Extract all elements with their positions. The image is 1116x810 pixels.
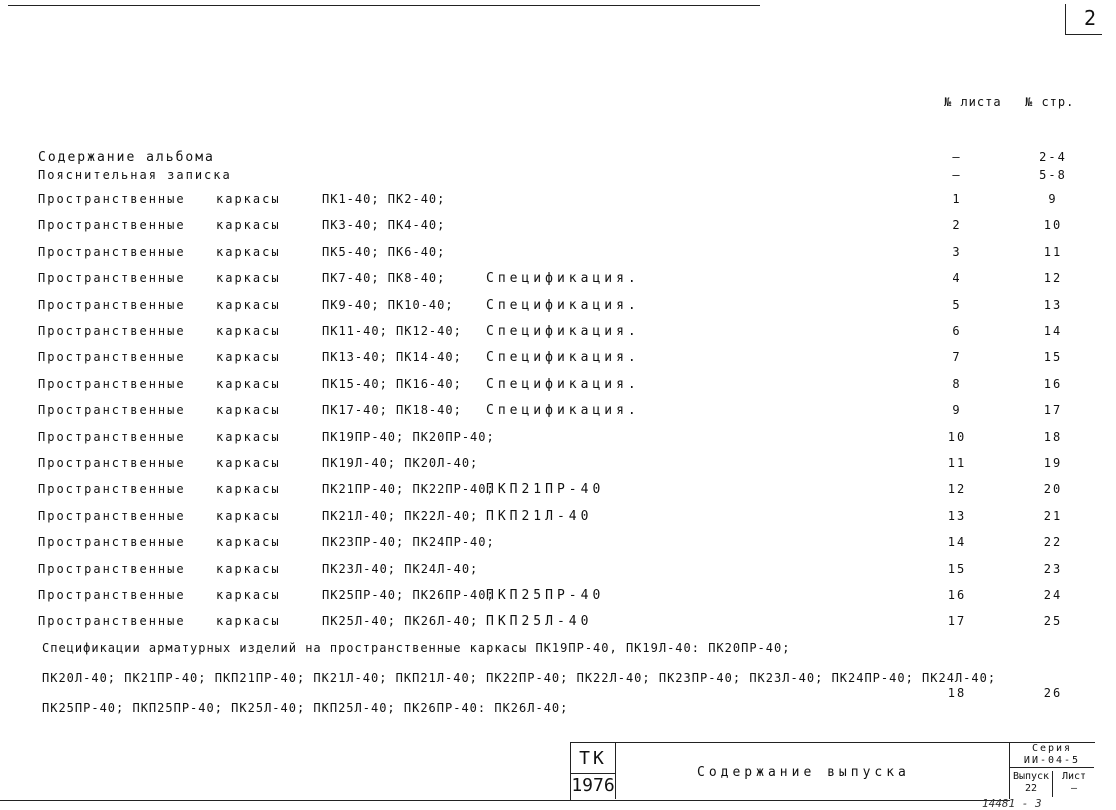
series-box	[1009, 743, 1094, 799]
row-page: 11	[1043, 244, 1063, 259]
row-page: 19	[1043, 456, 1063, 470]
row-page: 20	[1043, 482, 1063, 497]
spec-line: ПК25ПР-40; ПКП25ПР-40; ПК25Л-40; ПКП25Л-40; ПК26ПР-40: ПК26Л-40;	[42, 701, 569, 715]
row-spec: Спецификация.	[486, 350, 640, 366]
row-spec: Спецификация.	[486, 297, 640, 313]
footer-note: 14481 - 3	[982, 797, 1042, 810]
title-block	[570, 742, 1095, 801]
row-name: Пространственные	[38, 614, 186, 629]
row-page: 16	[1043, 376, 1063, 391]
row-marks: ПК25ПР-40; ПК26ПР-40;	[322, 588, 495, 602]
row-name: Пространственные	[38, 482, 186, 497]
row-type: каркасы	[216, 456, 281, 470]
table-row	[38, 271, 1098, 295]
header-line-text: Пояснительная записка	[38, 168, 232, 182]
row-sheet: 10	[947, 429, 967, 444]
table-row	[38, 403, 1098, 427]
row-name: Пространственные	[38, 218, 186, 233]
row-name: Пространственные	[38, 588, 186, 602]
row-marks: ПК19Л-40; ПК20Л-40;	[322, 456, 479, 470]
row-type: каркасы	[216, 376, 281, 391]
row-page: 9	[1048, 192, 1058, 206]
row-marks: ПК5-40; ПК6-40;	[322, 244, 446, 259]
row-sheet: 6	[952, 324, 962, 338]
sheet-label: Лист	[1061, 771, 1087, 782]
row-sheet: 8	[952, 376, 962, 391]
row-sheet: 16	[947, 588, 967, 602]
row-sheet: 13	[947, 508, 967, 523]
row-name: Пространственные	[38, 561, 186, 576]
row-page: 17	[1043, 403, 1063, 418]
row-name: Пространственные	[38, 429, 186, 444]
row-name: Пространственные	[38, 192, 186, 206]
table-row	[38, 377, 1098, 401]
row-sheet: 5	[952, 297, 962, 312]
row-page: 22	[1043, 535, 1063, 550]
row-type: каркасы	[216, 192, 281, 206]
row-type: каркасы	[216, 508, 281, 523]
table-row	[38, 324, 1098, 348]
row-marks: ПК17-40; ПК18-40;	[322, 403, 462, 418]
spec-block-page: 26	[1043, 686, 1063, 700]
tk-code: ТК	[571, 745, 615, 774]
row-sheet: 4	[952, 271, 962, 286]
table-row	[38, 245, 1098, 269]
row-page: 13	[1043, 297, 1063, 312]
header-line-note	[38, 168, 1098, 192]
row-spec: Спецификация.	[486, 271, 640, 287]
header-line-page: 2-4	[1039, 150, 1067, 164]
row-name: Пространственные	[38, 350, 186, 365]
sheet-value: —	[1070, 783, 1078, 794]
bottom-border-line	[0, 800, 1010, 801]
table-row	[38, 192, 1098, 216]
row-type: каркасы	[216, 588, 281, 602]
row-marks: ПК23Л-40; ПК24Л-40;	[322, 561, 479, 576]
row-sheet: 2	[952, 218, 962, 233]
row-name: Пространственные	[38, 403, 186, 418]
table-row	[38, 456, 1098, 480]
row-sheet: 7	[952, 350, 962, 365]
page-number: 2	[1083, 6, 1096, 30]
row-type: каркасы	[216, 350, 281, 365]
row-marks: ПК19ПР-40; ПК20ПР-40;	[322, 429, 495, 444]
row-sheet: 9	[952, 403, 962, 418]
row-marks: ПК21ПР-40; ПК22ПР-40;	[322, 482, 495, 497]
row-type: каркасы	[216, 271, 281, 286]
row-page: 23	[1043, 561, 1063, 576]
spec-block-refs	[38, 686, 1098, 710]
row-marks: ПК11-40; ПК12-40;	[322, 324, 462, 338]
row-marks: ПК15-40; ПК16-40;	[322, 376, 462, 391]
row-sheet: 15	[947, 561, 967, 576]
row-type: каркасы	[216, 297, 281, 312]
header-line-page: 5-8	[1039, 168, 1067, 182]
row-spec: ПКП21ПР-40	[486, 482, 605, 498]
row-marks: ПК25Л-40; ПК26Л-40;	[322, 614, 479, 629]
table-row	[38, 430, 1098, 454]
header-line-sheet: —	[952, 150, 962, 164]
row-name: Пространственные	[38, 324, 186, 338]
page-column-header: № стр.	[1025, 95, 1075, 109]
series-label: Серия	[1031, 743, 1073, 754]
row-sheet: 3	[952, 244, 962, 259]
tk-year: 1976	[571, 775, 615, 796]
spec-block-sheet: 18	[947, 686, 967, 700]
row-type: каркасы	[216, 403, 281, 418]
spec-line: ПК20Л-40; ПК21ПР-40; ПКП21ПР-40; ПК21Л-40; ПКП21Л-40; ПК22ПР-40; ПК22Л-40; ПК23ПР-40; ПК23Л-40; ПК24ПР-40; ПК24Л-40;	[42, 671, 997, 685]
row-marks: ПК9-40; ПК10-40;	[322, 297, 454, 312]
row-type: каркасы	[216, 535, 281, 550]
table-row	[38, 298, 1098, 322]
table-row	[38, 350, 1098, 374]
row-spec: Спецификация.	[486, 376, 640, 392]
issue-label: Выпуск	[1010, 771, 1053, 797]
header-line-sheet: —	[952, 168, 962, 182]
row-sheet: 12	[947, 482, 967, 497]
header-line-text: Содержание альбома	[38, 150, 215, 165]
row-type: каркасы	[216, 324, 281, 338]
series-value: ИИ-04-5	[1010, 755, 1094, 768]
row-spec: ПКП25Л-40	[486, 614, 593, 630]
tk-stamp	[571, 743, 616, 799]
row-page: 12	[1043, 271, 1063, 286]
row-page: 24	[1043, 588, 1063, 602]
row-spec: ПКП25ПР-40	[486, 588, 605, 603]
row-type: каркасы	[216, 482, 281, 497]
row-spec: Спецификация.	[486, 324, 640, 339]
row-name: Пространственные	[38, 244, 186, 259]
table-row	[38, 588, 1098, 612]
row-sheet: 17	[947, 614, 967, 629]
row-spec: Спецификация.	[486, 403, 640, 419]
page-number-box	[1065, 4, 1102, 35]
table-row	[38, 509, 1098, 533]
table-row	[38, 535, 1098, 559]
row-marks: ПК1-40; ПК2-40;	[322, 192, 446, 206]
row-page: 21	[1043, 508, 1063, 523]
row-type: каркасы	[216, 244, 281, 259]
row-sheet: 1	[952, 192, 962, 206]
table-row	[38, 562, 1098, 586]
row-marks: ПК3-40; ПК4-40;	[322, 218, 446, 233]
row-name: Пространственные	[38, 297, 186, 312]
sheet-column-header: № листа	[944, 95, 1002, 109]
row-page: 10	[1043, 218, 1063, 233]
table-row	[38, 482, 1098, 506]
row-name: Пространственные	[38, 271, 186, 286]
row-marks: ПК7-40; ПК8-40;	[322, 271, 446, 286]
row-marks: ПК13-40; ПК14-40;	[322, 350, 462, 365]
row-name: Пространственные	[38, 508, 186, 523]
row-page: 18	[1043, 429, 1063, 444]
table-row	[38, 218, 1098, 242]
row-spec: ПКП21Л-40	[486, 508, 593, 524]
row-type: каркасы	[216, 429, 281, 444]
row-name: Пространственные	[38, 535, 186, 550]
row-page: 14	[1043, 324, 1063, 338]
row-type: каркасы	[216, 561, 281, 576]
document-title: Содержание выпуска	[697, 765, 910, 780]
row-marks: ПК23ПР-40; ПК24ПР-40;	[322, 535, 495, 550]
row-page: 15	[1043, 350, 1063, 365]
row-page: 25	[1043, 614, 1063, 629]
row-name: Пространственные	[38, 376, 186, 391]
row-sheet: 11	[947, 456, 967, 470]
spec-line: Спецификации арматурных изделий на пространственные каркасы ПК19ПР-40, ПК19Л-40: ПК20ПР-40;	[42, 641, 791, 655]
top-border-line	[8, 5, 760, 6]
issue-value: 22	[1024, 783, 1038, 794]
row-marks: ПК21Л-40; ПК22Л-40;	[322, 508, 479, 523]
row-name: Пространственные	[38, 456, 186, 470]
row-type: каркасы	[216, 218, 281, 233]
row-type: каркасы	[216, 614, 281, 629]
row-sheet: 14	[947, 535, 967, 550]
